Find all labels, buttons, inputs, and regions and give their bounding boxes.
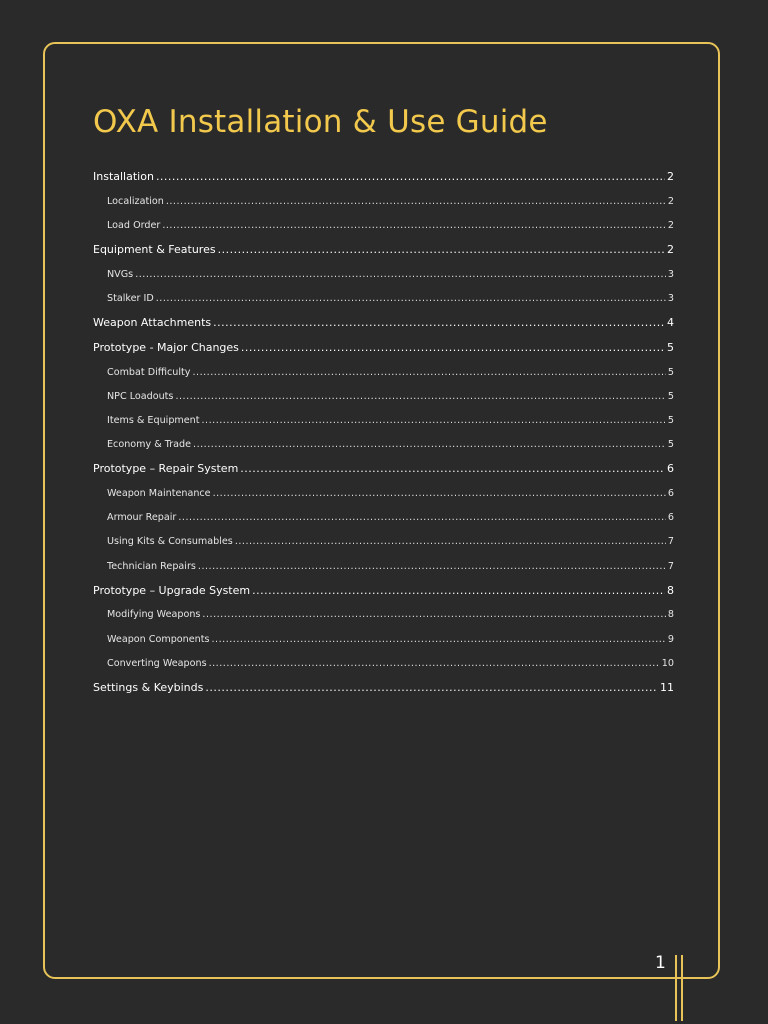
toc-entry-page: 8 (667, 583, 674, 597)
toc-entry-label: Prototype - Major Changes (93, 340, 239, 354)
table-of-contents (93, 165, 674, 701)
toc-subsection-entry[interactable] (93, 361, 674, 385)
toc-subsection-entry[interactable] (93, 385, 674, 409)
toc-subsection-entry[interactable] (93, 287, 674, 311)
document-title: OXA Installation & Use Guide (93, 104, 548, 140)
toc-dot-leader (218, 238, 665, 263)
toc-entry-page: 3 (667, 292, 674, 304)
toc-dot-leader (240, 457, 665, 482)
toc-subsection-entry[interactable] (93, 555, 674, 579)
toc-entry-label: Combat Difficulty (107, 366, 191, 378)
toc-dot-leader (156, 165, 665, 190)
toc-entry-page: 9 (667, 633, 674, 645)
toc-entry-page: 6 (667, 512, 674, 524)
toc-dot-leader (213, 482, 666, 506)
toc-dot-leader (166, 190, 666, 214)
toc-entry-page: 5 (667, 390, 674, 402)
toc-dot-leader (205, 676, 658, 701)
toc-subsection-entry[interactable] (93, 530, 674, 554)
toc-dot-leader (178, 506, 666, 530)
toc-dot-leader (212, 628, 666, 652)
toc-section-entry[interactable] (93, 579, 674, 604)
toc-entry-label: Installation (93, 170, 154, 183)
toc-entry-label: Technician Repairs (107, 560, 196, 572)
toc-entry-label: Localization (107, 195, 164, 207)
toc-section-entry[interactable] (93, 238, 674, 263)
toc-subsection-entry[interactable] (93, 433, 674, 457)
toc-subsection-entry[interactable] (93, 482, 674, 506)
toc-subsection-entry[interactable] (93, 409, 674, 433)
toc-entry-page: 6 (667, 487, 674, 499)
toc-entry-page: 10 (661, 657, 674, 669)
toc-dot-leader (198, 555, 666, 579)
toc-entry-label: Modifying Weapons (107, 609, 201, 621)
toc-entry-page: 5 (667, 414, 674, 426)
toc-section-entry[interactable] (93, 311, 674, 336)
toc-subsection-entry[interactable] (93, 652, 674, 676)
toc-dot-leader (209, 652, 660, 676)
toc-entry-label: Armour Repair (107, 512, 177, 524)
toc-entry-page: 2 (667, 219, 674, 231)
toc-entry-label: Stalker ID (107, 292, 154, 304)
toc-dot-leader (135, 263, 666, 287)
toc-subsection-entry[interactable] (93, 190, 674, 214)
toc-entry-label: Weapon Components (107, 633, 210, 645)
toc-dot-leader (213, 311, 665, 336)
toc-entry-label: Weapon Attachments (93, 316, 212, 330)
toc-entry-page: 11 (660, 680, 674, 694)
toc-subsection-entry[interactable] (93, 603, 674, 627)
toc-dot-leader (202, 603, 665, 627)
toc-entry-page: 2 (667, 170, 674, 183)
toc-entry-page: 8 (667, 609, 674, 621)
toc-entry-label: Settings & Keybinds (93, 680, 204, 694)
toc-dot-leader (202, 409, 666, 433)
toc-subsection-entry[interactable] (93, 628, 674, 652)
page-number: 1 (655, 953, 666, 973)
toc-section-entry[interactable] (93, 336, 674, 361)
toc-entry-page: 2 (667, 243, 674, 257)
toc-dot-leader (235, 530, 666, 554)
toc-dot-leader (175, 385, 665, 409)
page-number-rule-left (675, 955, 677, 1021)
toc-entry-label: Converting Weapons (107, 657, 207, 669)
toc-subsection-entry[interactable] (93, 506, 674, 530)
toc-entry-label: Equipment & Features (93, 243, 216, 257)
toc-dot-leader (162, 214, 666, 238)
toc-entry-label: Economy & Trade (107, 439, 192, 451)
toc-entry-page: 3 (667, 268, 674, 280)
toc-entry-page: 7 (667, 536, 674, 548)
toc-entry-label: Prototype – Upgrade System (93, 583, 251, 597)
toc-section-entry[interactable] (93, 457, 674, 482)
toc-entry-label: Prototype – Repair System (93, 462, 239, 476)
toc-entry-label: NVGs (107, 268, 134, 280)
toc-dot-leader (156, 287, 666, 311)
toc-dot-leader (192, 361, 665, 385)
toc-entry-label: Load Order (107, 219, 161, 231)
toc-subsection-entry[interactable] (93, 263, 674, 287)
toc-entry-page: 7 (667, 560, 674, 572)
toc-entry-page: 5 (667, 340, 674, 354)
toc-section-entry[interactable] (93, 676, 674, 701)
toc-entry-page: 5 (667, 439, 674, 451)
page-number-rule-right (681, 955, 683, 1021)
toc-dot-leader (193, 433, 666, 457)
toc-entry-label: Weapon Maintenance (107, 487, 211, 499)
toc-dot-leader (252, 579, 665, 604)
toc-entry-page: 5 (667, 366, 674, 378)
toc-entry-page: 2 (667, 195, 674, 207)
toc-entry-page: 4 (667, 316, 674, 330)
toc-entry-label: Using Kits & Consumables (107, 536, 233, 548)
toc-dot-leader (241, 336, 665, 361)
toc-section-entry[interactable] (93, 165, 674, 190)
toc-entry-label: Items & Equipment (107, 414, 200, 426)
toc-entry-page: 6 (667, 462, 674, 476)
toc-entry-label: NPC Loadouts (107, 390, 174, 402)
toc-subsection-entry[interactable] (93, 214, 674, 238)
